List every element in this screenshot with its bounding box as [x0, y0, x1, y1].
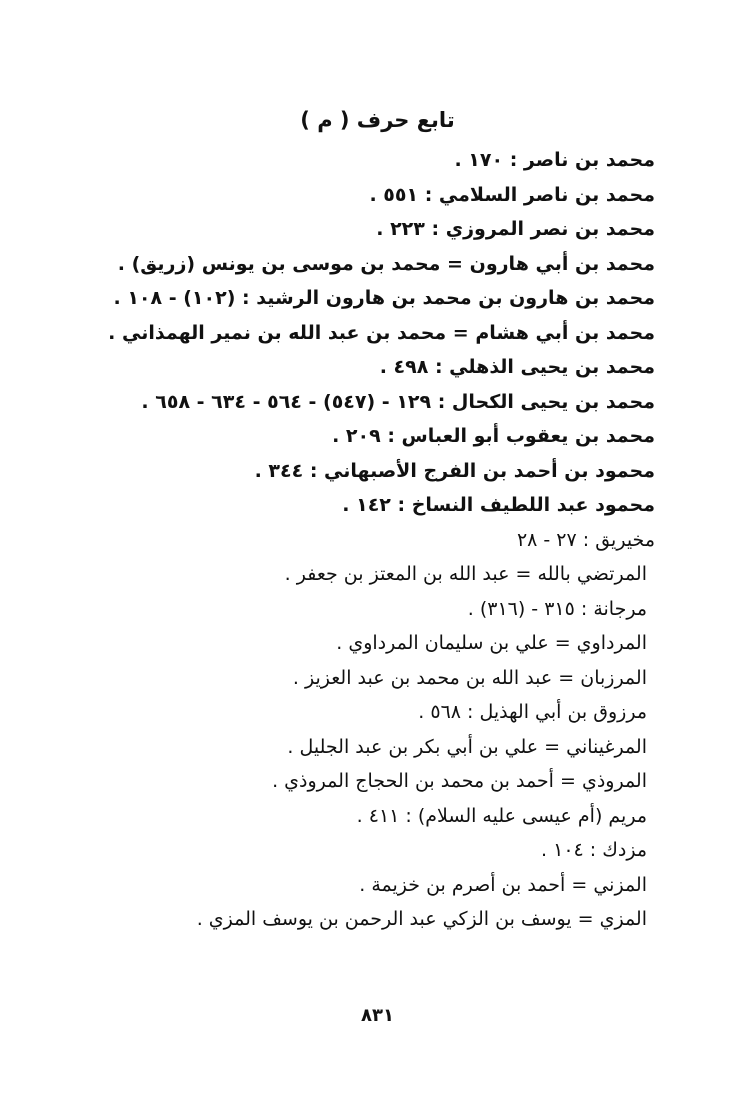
index-entries: [100, 143, 655, 937]
index-entry: محمد بن يحيى الكحال : ١٢٩ - (٥٤٧) - ٥٦٤ - ٦٣٤ - ٦٥٨ .: [141, 390, 655, 413]
index-entry: محمد بن يعقوب أبو العباس : ٢٠٩ .: [332, 425, 655, 447]
index-entry: المزي = يوسف بن الزكي عبد الرحمن بن يوسف المزي .: [196, 908, 647, 930]
section-title: تابع حرف ( م ): [300, 108, 455, 132]
index-entry: مخيريق : ٢٧ - ٢٨: [516, 528, 655, 551]
index-entry: مرزوق بن أبي الهذيل : ٥٦٨ .: [418, 701, 647, 723]
index-entry: محمد بن ناصر : ١٧٠ .: [454, 149, 655, 171]
index-entry: محمود عبد اللطيف النساخ : ١٤٢ .: [342, 494, 655, 516]
index-entry: محمد بن هارون بن محمد بن هارون الرشيد : (١٠٢) - ١٠٨ .: [113, 287, 655, 309]
index-entry: مرجانة : ٣١٥ - (٣١٦) .: [467, 597, 647, 620]
index-entry: المروذي = أحمد بن محمد بن الحجاج المروذي .: [272, 770, 647, 792]
index-entry: مريم (أم عيسى عليه السلام) : ٤١١ .: [356, 804, 647, 827]
index-entry: محمد بن ناصر السلامي : ٥٥١ .: [369, 183, 655, 206]
index-entry: محمد بن يحيى الذهلي : ٤٩٨ .: [379, 356, 655, 378]
index-entry: محمد بن نصر المروزي : ٢٢٣ .: [376, 218, 655, 240]
index-entry: محمد بن أبي هشام = محمد بن عبد الله بن نمير الهمذاني .: [108, 321, 655, 344]
index-entry: المرداوي = علي بن سليمان المرداوي .: [336, 632, 647, 654]
index-entry: محمود بن أحمد بن الفرج الأصبهاني : ٣٤٤ .: [254, 459, 655, 482]
index-entry: المرزبان = عبد الله بن محمد بن عبد العزيز .: [292, 666, 647, 689]
index-entry: محمد بن أبي هارون = محمد بن موسى بن يونس (زريق) .: [117, 252, 655, 275]
index-entry: المرغيناني = علي بن أبي بكر بن عبد الجليل .: [287, 735, 647, 758]
index-entry: المرتضي بالله = عبد الله بن المعتز بن جعفر .: [284, 563, 647, 585]
index-entry: مزدك : ١٠٤ .: [541, 839, 647, 861]
page-number: ٨٣١: [361, 1005, 394, 1026]
index-entry: المزني = أحمد بن أصرم بن خزيمة .: [359, 873, 647, 896]
